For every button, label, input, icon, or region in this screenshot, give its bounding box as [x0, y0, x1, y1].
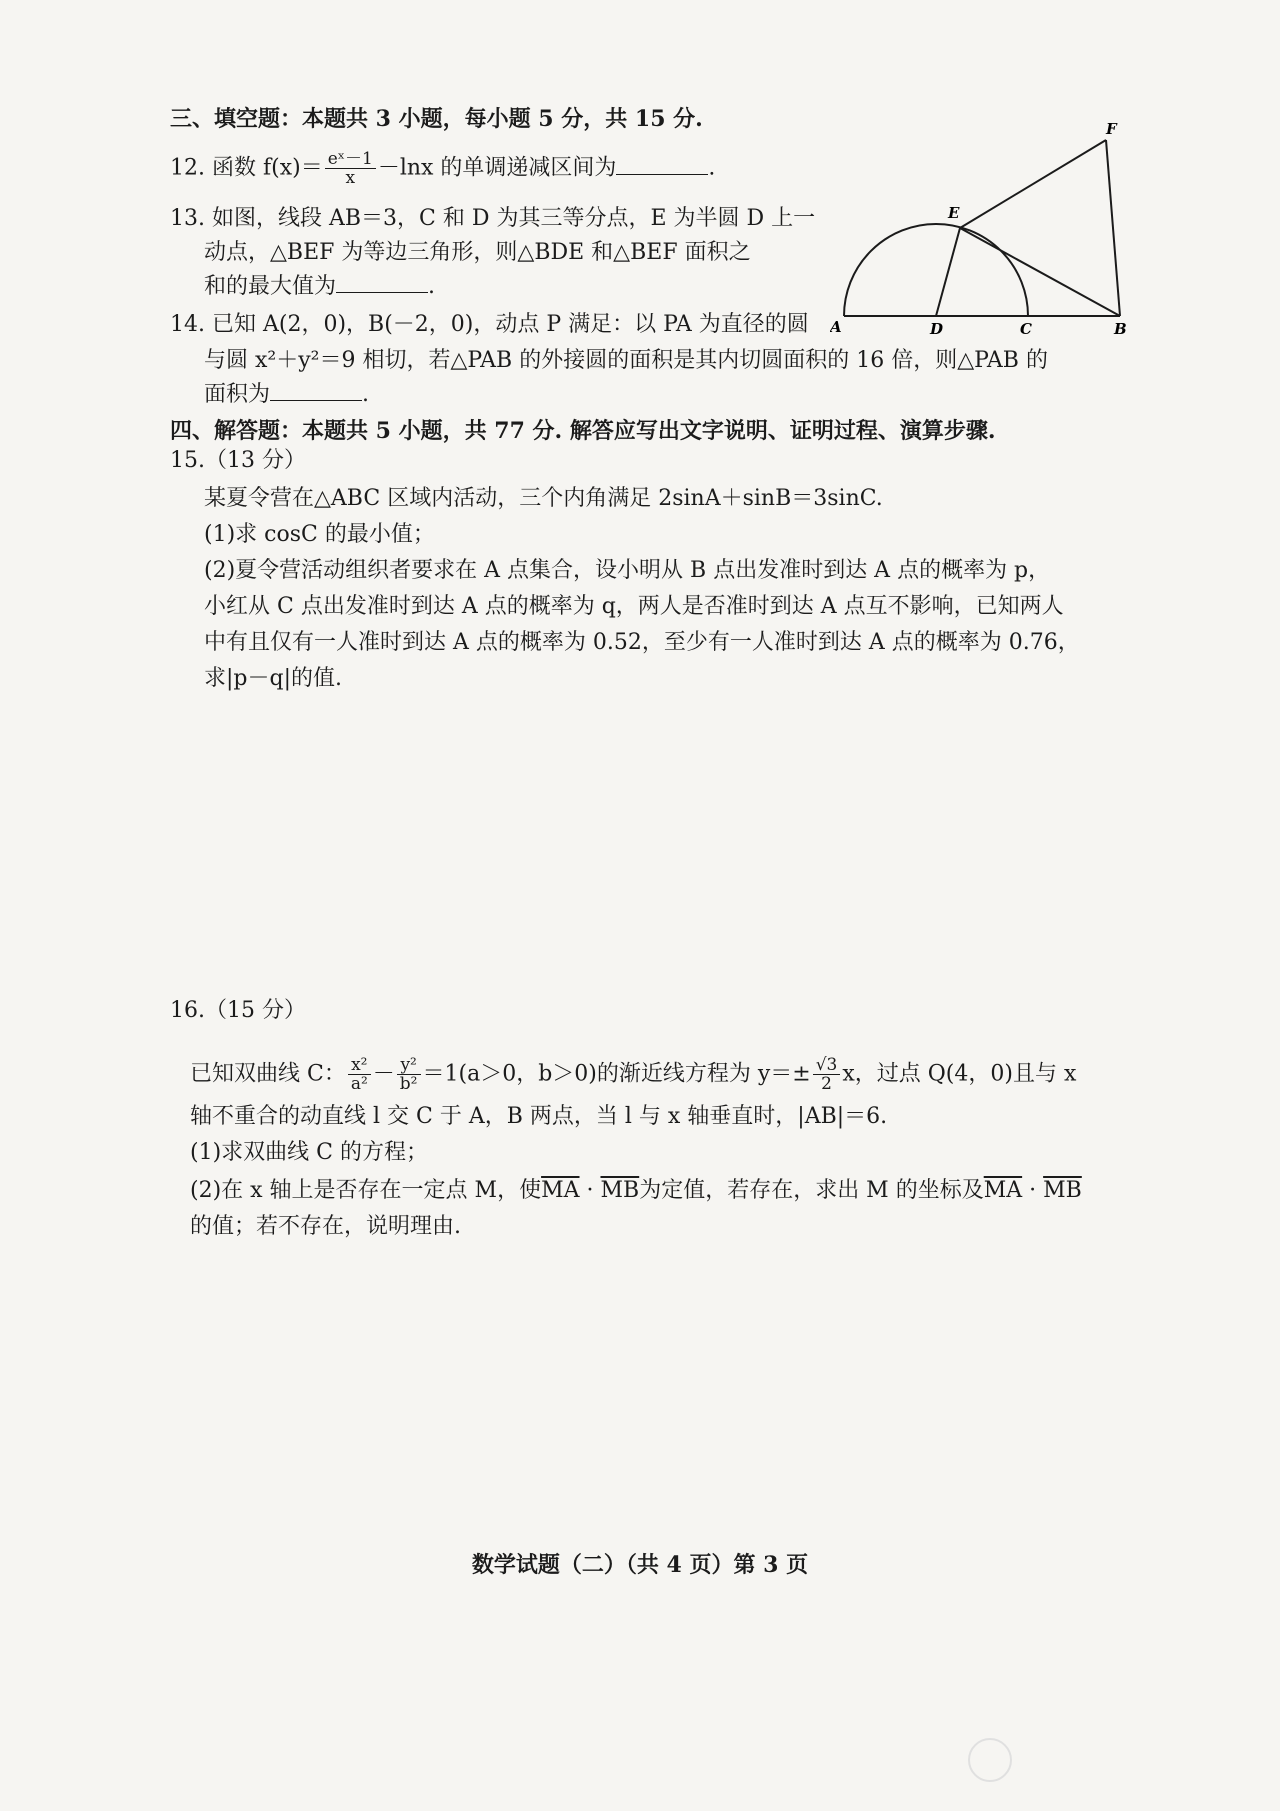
q16-line1: [190, 1056, 1076, 1093]
q13-line3: [204, 272, 435, 302]
vector-mb-2: $\overline{MB}$: [1043, 1178, 1082, 1203]
segment-fb: [1106, 140, 1120, 316]
dot-product-sign: ·: [579, 1178, 601, 1203]
q16-l1d: x，过点 Q(4，0)且与 x: [842, 1061, 1077, 1087]
q16-header: 16.（15 分）: [170, 998, 306, 1023]
label-f: F: [1106, 120, 1117, 138]
q14-line1: 14. 已知 A(2，0)，B(－2，0)，动点 P 满足：以 PA 为直径的圆: [170, 312, 809, 337]
question-12: [170, 150, 715, 187]
geometry-figure: [830, 118, 1130, 338]
label-b: B: [1114, 320, 1127, 338]
q13-end: .: [428, 274, 436, 299]
q13-line3-text: 和的最大值为: [204, 274, 337, 299]
q16-frac-x-num: x²: [348, 1056, 371, 1075]
q15-header: 15.（13 分）: [170, 448, 306, 473]
q15-part1: (1)求 cosC 的最小值；: [204, 522, 435, 547]
q13-line1: 13. 如图，线段 AB＝3，C 和 D 为其三等分点，E 为半圆 D 上一: [170, 206, 816, 231]
q12-pre: 函数 f(x)＝: [212, 155, 323, 181]
q16-frac-y-num: y²: [397, 1056, 421, 1075]
q16-l1c: ＝1(a＞0，b＞0)的渐近线方程为 y＝±: [422, 1061, 811, 1087]
q13-answer-blank: [336, 272, 428, 293]
q14-line3: [204, 380, 369, 410]
q16-frac-y-den: b²: [399, 1074, 418, 1094]
watermark: [968, 1738, 1020, 1782]
q16-part2-line2: 的值；若不存在，说明理由.: [190, 1214, 461, 1239]
q16-l1a: 已知双曲线 C：: [190, 1061, 346, 1087]
semicircle-d: [844, 224, 1028, 316]
q16-line2: 轴不重合的动直线 l 交 C 于 A，B 两点，当 l 与 x 轴垂直时，|AB|＝6.: [190, 1104, 888, 1129]
q16-part1: (1)求双曲线 C 的方程；: [190, 1140, 428, 1165]
label-c: C: [1020, 320, 1032, 338]
q12-end: .: [708, 155, 716, 181]
q16-l1b: －: [372, 1061, 395, 1087]
label-a: A: [830, 318, 842, 336]
q12-label: 12.: [170, 155, 205, 181]
q16-part2a: (2)在 x 轴上是否存在一定点 M，使: [190, 1178, 542, 1203]
q15-intro: 某夏令营在△ABC 区域内活动，三个内角满足 2sinA＋sinB＝3sinC.: [204, 486, 883, 511]
watermark-logo-icon: [968, 1738, 1012, 1782]
q12-frac-num: eˣ－1: [325, 150, 376, 169]
label-e: E: [948, 204, 960, 222]
q16-frac-sqrt3-num: √3: [813, 1056, 841, 1075]
page-footer: 数学试题（二）（共 4 页）第 3 页: [471, 1552, 809, 1578]
q15-part2-line3: 中有且仅有一人准时到达 A 点的概率为 0.52，至少有一人准时到达 A 点的概率为 0.76，: [204, 630, 1080, 655]
section4-heading: 四、解答题：本题共 5 小题，共 77 分. 解答应写出文字说明、证明过程、演算步骤.: [170, 418, 996, 444]
q14-line3-text: 面积为: [204, 382, 271, 407]
q12-fraction: [325, 150, 376, 187]
q12-answer-blank: [616, 154, 708, 175]
q16-frac-sqrt3-den: 2: [821, 1074, 832, 1094]
segment-eb: [960, 228, 1120, 316]
vector-ma: $\overline{MA}$: [541, 1178, 580, 1203]
dot-product-sign-2: ·: [1022, 1178, 1044, 1203]
q16-part2b: 为定值，若存在，求出 M 的坐标及: [639, 1178, 984, 1203]
q16-frac-y: [397, 1056, 421, 1093]
segment-ef: [960, 140, 1106, 228]
q15-part2-line4: 求|p－q|的值.: [204, 666, 342, 691]
q12-post: －lnx 的单调递减区间为: [377, 155, 617, 181]
label-d: D: [930, 320, 944, 338]
q14-answer-blank: [270, 380, 362, 401]
q16-frac-x: [348, 1056, 371, 1093]
q14-end: .: [362, 382, 370, 407]
section3-heading: 三、填空题：本题共 3 小题，每小题 5 分，共 15 分.: [170, 106, 703, 132]
vector-ma-2: $\overline{MA}$: [983, 1178, 1023, 1203]
segment-de: [936, 228, 960, 316]
q12-frac-den: x: [345, 168, 356, 188]
q16-frac-sqrt3: [813, 1056, 841, 1093]
vector-mb: $\overline{MB}$: [600, 1178, 640, 1203]
q16-frac-x-den: a²: [350, 1074, 368, 1094]
q14-line2: 与圆 x²＋y²＝9 相切，若△PAB 的外接圆的面积是其内切圆面积的 16 倍，则△PAB 的: [204, 348, 1048, 373]
q15-part2-line2: 小红从 C 点出发准时到达 A 点的概率为 q，两人是否准时到达 A 点互不影响，已知两人: [204, 594, 1064, 619]
q16-part2-line1: [190, 1176, 1082, 1206]
q13-line2: 动点，△BEF 为等边三角形，则△BDE 和△BEF 面积之: [204, 240, 751, 265]
q15-part2-line1: (2)夏令营活动组织者要求在 A 点集合，设小明从 B 点出发准时到达 A 点的概率为 p，: [204, 558, 1051, 583]
